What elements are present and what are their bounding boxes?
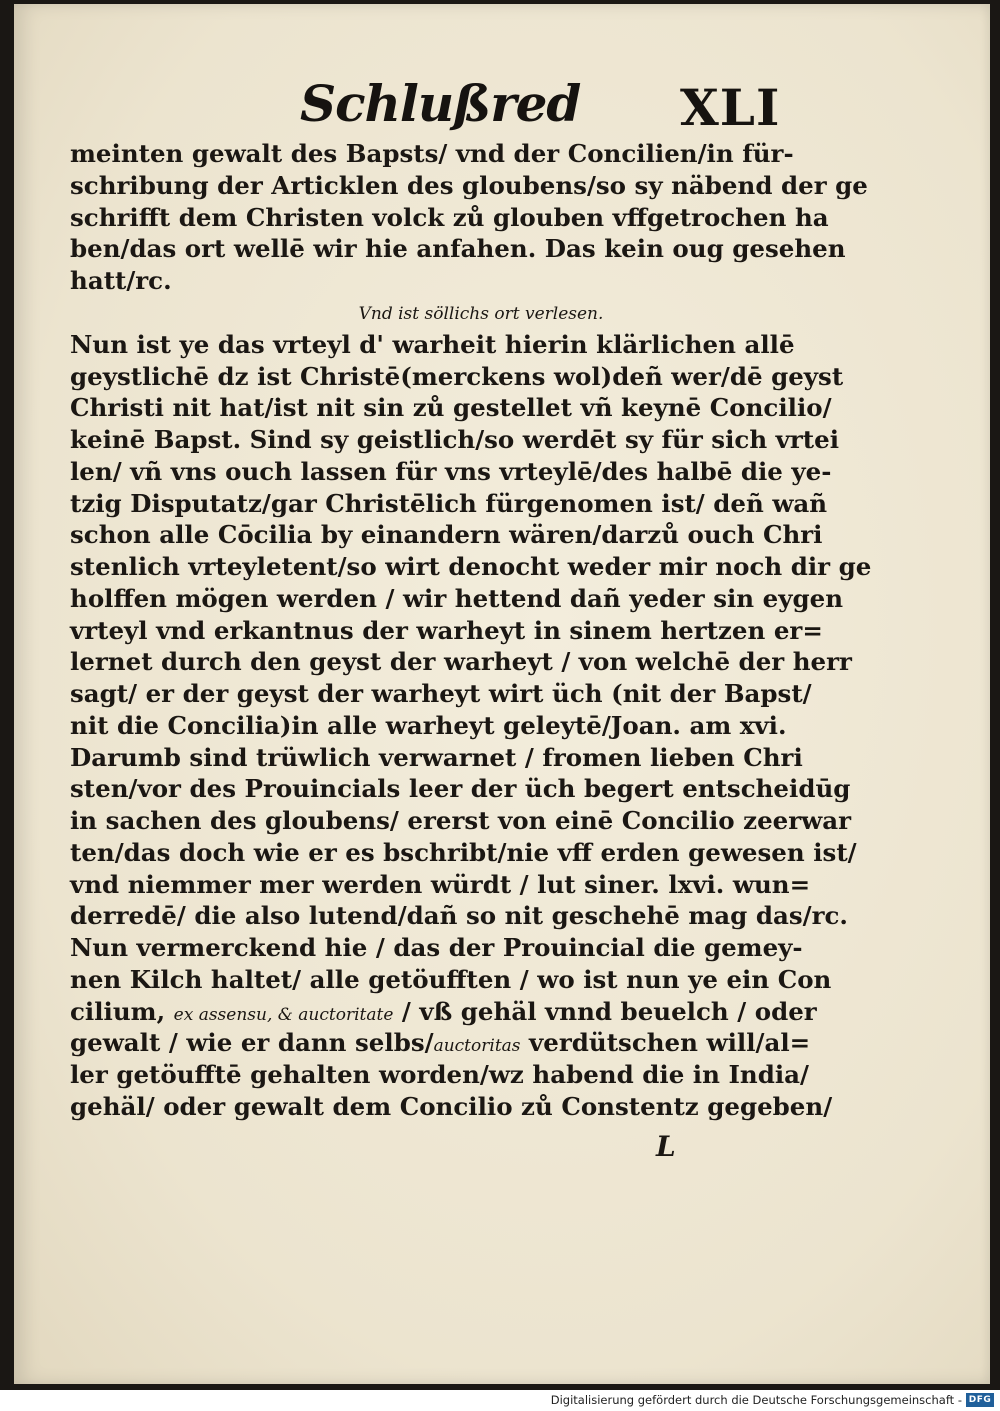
text-body	[70, 138, 872, 1123]
text-line: stenlich vrteyletent/so wirt denocht weder mir noch dir ge	[70, 552, 872, 581]
text-line: sten/vor des Prouincials leer der üch begert entscheidūg	[70, 774, 851, 804]
text-line: keinē Bapst. Sind sy geistlich/so werdēt sy für sich vrtei	[70, 425, 840, 454]
text-line: len/ vñ vns ouch lassen für vns vrteylē/des halbē die ye-	[70, 456, 832, 486]
text-line: hatt/rc.	[70, 266, 172, 295]
text-line: sagt/ er der geyst der warheyt wirt üch (nit der Bapst/	[70, 679, 812, 708]
text-line: vnd niemmer mer werden würdt / lut siner. lxvi. wun=	[70, 869, 811, 899]
funding-credit: Digitalisierung gefördert durch die Deutsche Forschungsgemeinschaft -	[550, 1393, 962, 1407]
text-line: gewalt / wie er dann selbs/auctoritas verdütschen will/al=	[70, 1028, 811, 1058]
latin-phrase: auctoritas	[433, 1036, 521, 1057]
text-line: ben/das ort wellē wir hie anfahen. Das kein oug gesehen	[70, 234, 846, 264]
text-line: cilium, ex assensu, & auctoritate / vß gehäl vnnd beuelch / oder	[70, 996, 817, 1026]
text-line: nen Kilch haltet/ alle getöufften / wo ist nun ye ein Con	[70, 964, 832, 994]
signature-mark: L	[656, 1130, 676, 1163]
text-line: geystlichē dz ist Christē(merckens wol)deñ wer/dē geyst	[70, 361, 844, 391]
text-line: ten/das doch wie er es bschribt/nie vff erden gewesen ist/	[70, 837, 857, 867]
text-line: meinten gewalt des Bapsts/ vnd der Concilien/in für-	[70, 139, 794, 168]
text-line: vrteyl vnd erkantnus der warheyt in sinem hertzen er=	[70, 615, 823, 645]
text-line: nit die Concilia)in alle warheyt geleytē/Joan. am xvi.	[70, 710, 787, 740]
dfg-logo-icon: DFG	[966, 1393, 994, 1407]
text-line: gehäl/ oder gewalt dem Concilio zů Constentz gegeben/	[70, 1091, 833, 1121]
latin-phrase: ex assensu, & auctoritate	[173, 1004, 394, 1025]
book-page	[14, 4, 990, 1384]
section-heading: Vnd ist söllichs ort verlesen.	[358, 303, 604, 324]
digitization-footer	[0, 1390, 1000, 1411]
text-line: schrifft dem Christen volck zů glouben vffgetrochen ha	[70, 202, 829, 232]
text-line: Darumb sind trüwlich verwarnet / fromen lieben Chri	[70, 742, 803, 772]
text-line: Nun vermerckend hie / das der Prouincial die gemey-	[70, 933, 803, 962]
text-line: tzig Disputatz/gar Christēlich fürgenomen ist/ deñ wañ	[70, 488, 828, 518]
running-title: Schlußred	[300, 74, 581, 133]
text-line: schon alle Cōcilia by einandern wären/darzů ouch Chri	[70, 520, 823, 550]
text-line: Christi nit hat/ist nit sin zů gestellet vñ keynē Concilio/	[70, 393, 832, 423]
text-line: lernet durch den geyst der warheyt / von welchē der herr	[70, 647, 852, 677]
text-line: Nun ist ye das vrteyl d' warheit hierin klärlichen allē	[70, 329, 795, 359]
folio-number: XLI	[680, 78, 781, 137]
page-header	[14, 4, 990, 137]
text-line: derredē/ die also lutend/dañ so nit geschehē mag das/rc.	[70, 901, 848, 931]
text-line: ler getöufftē gehalten worden/wz habend die in India/	[70, 1060, 809, 1089]
text-line: schribung der Articklen des gloubens/so sy näbend der ge	[70, 170, 868, 200]
text-line: in sachen des gloubens/ ererst von einē Concilio zeerwar	[70, 806, 852, 835]
text-line: holffen mögen werden / wir hettend dañ yeder sin eygen	[70, 583, 844, 613]
